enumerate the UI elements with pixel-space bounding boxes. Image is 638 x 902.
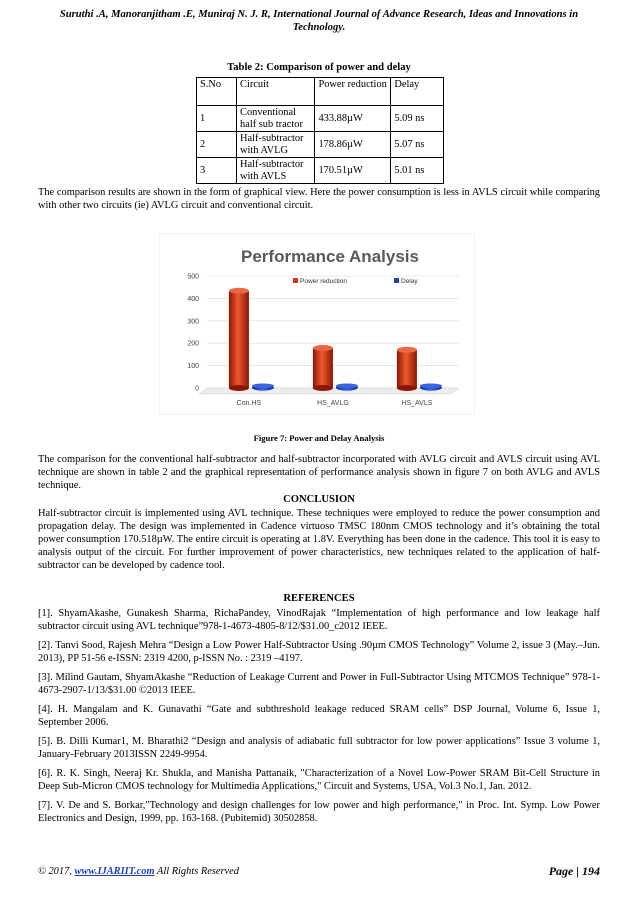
- conclusion-paragraph: Half-subtractor circuit is implemented using AVL technique. These techniques were employed to reduce the power consumption and propagation delay. The design was implemented in Cadence virtuoso TMSC 180nm CMOS technology and it’s obtaining the total power consumption 170.518µW. The entire circuit is operating at 1.8V. Everything has been done in the cadence. This tool it is easy to analysis output of the circuit. For further improvement of power characteristics, new techniques related to the application of half-subtractor can be developed by cadence tool.: [38, 508, 600, 571]
- bar-power-base: [229, 385, 249, 391]
- table-cell: 5.07 ns: [391, 132, 444, 158]
- reference-item: [6]. R. K. Singh, Neeraj Kr. Shukla, and Manisha Pattanaik, "Characterization of a Novel Low-Power SRAM Bit-Cell Structure in Deep Sub-Micron CMOS technology for Multimedia Applications," Circuit and Systems, USA, Vol.3 No.1, Jan. 2012.: [38, 768, 600, 792]
- reference-item: [3]. Milind Gautam, ShyamAkashe “Reduction of Leakage Current and Power in Full-Subtractor Using MTCMOS Technique” 978-1-4673-2907-1/13/$31.00 ©2013 IEEE.: [38, 672, 600, 696]
- bar-delay-top: [336, 383, 358, 388]
- header-line-1: Suruthi .A, Manoranjitham .E, Muniraj N. J. R, International Journal of Advance Research, Ideas and Innovations in: [59, 9, 579, 20]
- bar-power-top: [397, 347, 417, 353]
- comparison-table: [196, 77, 444, 184]
- bar-power-top: [313, 345, 333, 351]
- bar-power: [397, 350, 417, 388]
- legend-swatch-power: [293, 278, 298, 283]
- running-header: [22, 8, 616, 34]
- table-cell: 433.88µW: [315, 106, 391, 132]
- table-cell: Conventional half sub tractor: [237, 106, 315, 132]
- bar-power: [229, 291, 249, 388]
- table-header-cell: Circuit: [237, 78, 315, 106]
- table-row: [197, 158, 444, 184]
- reference-item: [7]. V. De and S. Borkar,"Technology and design challenges for low power and high performance," in Proc. Int. Symp. Low Power Electronics and Design, 1999, pp. 163-168. (Pubitemid) 30502858.: [38, 800, 600, 824]
- x-tick-label: HS_AVLS: [401, 400, 433, 407]
- x-tick-label: HS_AVLG: [317, 400, 349, 407]
- table-cell: 5.01 ns: [391, 158, 444, 184]
- comparison-paragraph: The comparison for the conventional half-subtractor and half-subtractor incorporated with AVLG circuit and AVLS circuit using AVL technique are shown in table 2 and the graphical representation of performance analysis shown in figure 7 on both AVLG and AVLS technique.: [38, 454, 600, 491]
- y-tick-label: 0: [195, 385, 199, 393]
- bar-power-base: [313, 385, 333, 391]
- y-tick-label: 100: [187, 363, 199, 371]
- conclusion-heading: CONCLUSION: [283, 494, 355, 505]
- table-header-cell: Delay: [391, 78, 444, 106]
- reference-item: [2]. Tanvi Sood, Rajesh Mehra “Design a Low Power Half-Subtractor Using .90µm CMOS Technology” Volume 2, issue 3 (May.–Jun. 2013), PP 51-56 e-ISSN: 2319 4200, p-ISSN No. : 2319 –4197.: [38, 640, 600, 664]
- bar-delay-top: [252, 383, 274, 388]
- reference-item: [5]. B. Dilli Kumar1, M. Bharathi2 “Design and analysis of adiabatic full subtractor for low power applications” Issue 3 volume 1, January-February 2013ISSN 2249-9954.: [38, 736, 600, 760]
- legend-swatch-delay: [394, 278, 399, 283]
- bar-power-base: [397, 385, 417, 391]
- table-cell: 170.51µW: [315, 158, 391, 184]
- bar-power-top: [229, 288, 249, 294]
- y-tick-label: 300: [187, 318, 199, 326]
- y-tick-label: 500: [187, 273, 199, 281]
- table-cell: Half-subtractor with AVLS: [237, 158, 315, 184]
- table-row: [197, 132, 444, 158]
- results-paragraph: The comparison results are shown in the form of graphical view. Here the power consumption is less in AVLS circuit while comparing with other two circuits (ie) AVLG circuit and conventional circuit.: [38, 187, 600, 211]
- x-tick-label: Con.HS: [236, 400, 262, 407]
- table-cell: Half-subtractor with AVLG: [237, 132, 315, 158]
- reference-item: [1]. ShyamAkashe, Gunakesh Sharma, RichaPandey, VinodRajak “Implementation of high performance and low leakage half subtractor circuit using AVL technique”978-1-4673-4805-8/12/$31.00_c2012 IEEE.: [38, 608, 600, 632]
- reference-item: [4]. H. Mangalam and K. Gunavathi “Gate and subthreshold leakage reduced SRAM cells” DSP Journal, Volume 6, Issue 1, September 2006.: [38, 704, 600, 728]
- journal-link[interactable]: www.IJARIIT.com: [74, 866, 155, 877]
- footer-copyright: [38, 866, 239, 877]
- table-cell: 2: [197, 132, 237, 158]
- chart-title: Performance Analysis: [241, 247, 419, 266]
- table-cell: 5.09 ns: [391, 106, 444, 132]
- table-header-cell: S.No: [197, 78, 237, 106]
- rights-text: All Rights Reserved: [156, 866, 239, 877]
- table-cell: 3: [197, 158, 237, 184]
- y-tick-label: 200: [187, 340, 199, 348]
- legend-label-power: Power reduction: [300, 278, 347, 285]
- figure-caption: Figure 7: Power and Delay Analysis: [253, 433, 385, 443]
- table-caption: Table 2: Comparison of power and delay: [227, 62, 411, 73]
- table-cell: 1: [197, 106, 237, 132]
- page-number: Page | 194: [548, 864, 600, 878]
- y-tick-label: 400: [187, 295, 199, 303]
- bar-power: [313, 348, 333, 388]
- table-cell: 178.86µW: [315, 132, 391, 158]
- bar-delay-top: [420, 383, 442, 388]
- table-header-cell: Power reduction: [315, 78, 391, 106]
- legend-label-delay: Delay: [401, 278, 418, 285]
- table-row: [197, 106, 444, 132]
- header-line-2: Technology.: [292, 22, 346, 33]
- references-heading: REFERENCES: [283, 593, 355, 604]
- table-header-row: [197, 78, 444, 106]
- performance-chart: [159, 233, 475, 415]
- copyright-text: © 2017,: [38, 866, 72, 877]
- references-list: [38, 607, 600, 831]
